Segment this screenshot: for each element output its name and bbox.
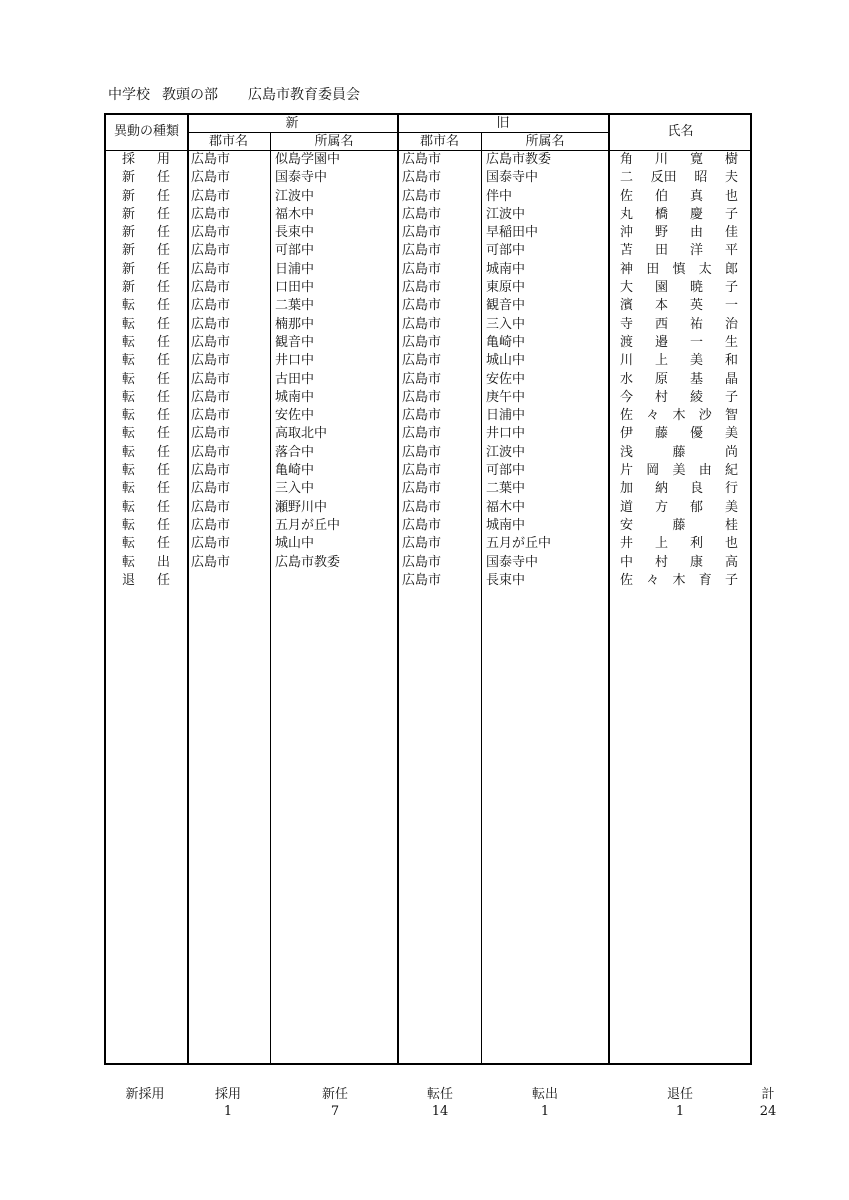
change-type-cell: 新任 [122,243,170,259]
table-row [106,334,750,352]
name-part: 子 [724,280,738,296]
old-city-cell: 広島市 [402,499,442,515]
old-city-cell: 広島市 [402,243,442,259]
table-row [106,389,750,407]
name-part: 佐 [620,572,634,588]
table-row [106,444,750,462]
old-school-cell: 江波中 [486,444,526,460]
new-city-cell: 広島市 [191,316,231,332]
person-name-cell [620,535,738,553]
name-part: 本 [654,298,668,314]
change-type-cell: 転任 [122,389,170,405]
name-part: 野 [654,225,668,241]
person-name-cell [620,517,738,535]
name-part: 苫 [620,243,634,259]
name-part: 真 [689,188,703,204]
summary-item [295,1086,375,1120]
old-city-cell: 広島市 [402,554,442,570]
name-part: 佐 [620,188,634,204]
summary-value: 24 [759,1104,777,1119]
name-part: 岡 [646,463,660,479]
new-school-cell: 瀬野川中 [275,499,328,515]
new-city-cell: 広島市 [191,243,231,259]
name-part: 藤 [672,444,686,460]
table-row [106,371,750,389]
person-name-cell [620,389,738,407]
table-row [106,352,750,370]
name-part: 利 [689,536,703,552]
name-part: 郎 [724,261,738,277]
new-city-cell: 広島市 [191,371,231,387]
change-type-cell: 新任 [122,280,170,296]
name-part: 邉 [654,334,668,350]
change-type-cell: 転任 [122,353,170,369]
table-row [106,462,750,480]
name-part: 一 [724,298,738,314]
new-school-cell: 日浦中 [275,261,315,277]
old-school-cell: 国泰寺中 [486,170,539,186]
name-part: 田 [646,261,660,277]
name-part: 沖 [620,225,634,241]
new-school-cell: 似島学園中 [275,152,341,167]
old-school-cell: 広島市教委 [486,152,552,167]
name-part: 基 [689,371,703,387]
new-city-cell: 広島市 [191,353,231,369]
name-part: 木 [672,408,686,424]
summary-item [188,1086,268,1120]
person-name-cell [620,499,738,517]
new-city-cell: 広島市 [191,225,231,241]
old-school-cell: 可部中 [486,243,526,259]
name-part: 水 [620,371,634,387]
name-part: 川 [620,353,634,369]
old-school-cell: 井口中 [486,426,526,442]
new-city-cell: 広島市 [191,517,231,533]
name-part: 浅 [620,444,634,460]
old-city-cell: 広島市 [402,481,442,497]
name-part: 平 [724,243,738,259]
name-part: 方 [654,499,668,515]
name-part: 子 [724,572,738,588]
new-city-cell: 広島市 [191,170,231,186]
old-city-cell: 広島市 [402,572,442,588]
new-school-cell: 観音中 [275,334,315,350]
summary-label: 計 [761,1087,775,1102]
person-name-cell [620,334,738,352]
name-part: 中 [620,554,634,570]
old-school-cell: 伴中 [486,188,513,204]
old-city-cell: 広島市 [402,408,442,424]
old-city-cell: 広島市 [402,334,442,350]
name-part: 安 [620,517,634,533]
table-row [106,297,750,315]
new-city-cell: 広島市 [191,334,231,350]
name-part: 々 [646,408,660,424]
name-part: 美 [672,463,686,479]
table-row [106,316,750,334]
name-part: 慎 [672,261,686,277]
person-name-cell [620,462,738,480]
new-city-cell: 広島市 [191,261,231,277]
name-part: 生 [724,334,738,350]
table-row [106,242,750,260]
old-city-cell: 広島市 [402,188,442,204]
summary-label: 新採用 [125,1087,165,1102]
new-school-cell: 城山中 [275,536,315,552]
table-row [106,224,750,242]
name-part: 木 [672,572,686,588]
summary-value: 1 [675,1104,685,1119]
name-part: 太 [698,261,712,277]
old-city-cell: 広島市 [402,389,442,405]
name-part: 育 [698,572,712,588]
name-part: 村 [654,389,668,405]
old-school-cell: 長束中 [486,572,526,588]
new-school-cell: 二葉中 [275,298,315,314]
name-part: 伊 [620,426,634,442]
new-school-cell: 古田中 [275,371,315,387]
table-row [106,206,750,224]
new-city-cell: 広島市 [191,463,231,479]
old-school-cell: 城山中 [486,353,526,369]
table-row [106,535,750,553]
old-school-cell: 江波中 [486,206,526,222]
table-row [106,554,750,572]
name-part: 行 [724,481,738,497]
name-part: 沙 [698,408,712,424]
change-type-cell: 転任 [122,426,170,442]
new-school-cell: 落合中 [275,444,315,460]
name-part: 神 [620,261,634,277]
name-part: 加 [620,481,634,497]
name-part: 洋 [689,243,703,259]
person-name-cell [620,407,738,425]
change-type-cell: 転任 [122,499,170,515]
name-part: 紀 [724,463,738,479]
summary-label: 採用 [214,1087,241,1102]
name-part: 橋 [654,206,668,222]
table-row [106,188,750,206]
change-type-cell: 新任 [122,261,170,277]
name-part: 寺 [620,316,634,332]
name-part: 祐 [689,316,703,332]
person-name-cell [620,151,738,169]
header-old-school: 所属名 [525,134,565,149]
person-name-cell [620,297,738,315]
name-part: 村 [654,554,668,570]
name-part: 良 [689,481,703,497]
person-name-cell [620,206,738,224]
name-part: 夫 [724,170,738,186]
person-name-cell [620,169,738,187]
summary-item [400,1086,480,1120]
new-school-cell: 亀崎中 [275,463,315,479]
old-school-cell: 安佐中 [486,371,526,387]
new-school-cell: 広島市教委 [275,554,341,570]
name-part: 藤 [672,517,686,533]
person-name-cell [620,316,738,334]
old-city-cell: 広島市 [402,261,442,277]
personnel-table [104,113,752,1065]
summary-value: 1 [223,1104,233,1119]
new-city-cell: 広島市 [191,408,231,424]
name-part: 美 [689,353,703,369]
name-part: 上 [654,536,668,552]
name-part: 由 [689,225,703,241]
old-city-cell: 広島市 [402,316,442,332]
change-type-cell: 転任 [122,334,170,350]
table-row [106,169,750,187]
name-part: 寛 [689,152,703,167]
name-part: 二 [620,170,634,186]
name-part: 々 [646,572,660,588]
change-type-cell: 新任 [122,225,170,241]
old-city-cell: 広島市 [402,152,442,167]
header-section: 教頭の部 [162,87,218,103]
table-row [106,517,750,535]
old-school-cell: 城南中 [486,261,526,277]
new-school-cell: 可部中 [275,243,315,259]
new-city-cell: 広島市 [191,554,231,570]
change-type-cell: 転任 [122,517,170,533]
old-city-cell: 広島市 [402,444,442,460]
name-part: 佳 [724,225,738,241]
old-school-cell: 五月が丘中 [486,536,552,552]
header-new-city: 郡市名 [208,134,248,149]
name-part: 一 [689,334,703,350]
summary-item [640,1086,720,1120]
name-part: 康 [689,554,703,570]
new-city-cell: 広島市 [191,389,231,405]
old-school-cell: 三入中 [486,316,526,332]
summary-label: 退任 [666,1087,693,1102]
new-city-cell: 広島市 [191,280,231,296]
new-school-cell: 高取北中 [275,426,328,442]
name-part: 大 [620,280,634,296]
person-name-cell [620,425,738,443]
new-city-cell: 広島市 [191,298,231,314]
old-school-cell: 亀崎中 [486,334,526,350]
name-part: 反田 [650,170,677,186]
person-name-cell [620,352,738,370]
name-part: 子 [724,206,738,222]
name-part: 高 [724,554,738,570]
change-type-cell: 転任 [122,536,170,552]
change-type-cell: 転任 [122,316,170,332]
new-school-cell: 井口中 [275,353,315,369]
old-school-cell: 東原中 [486,280,526,296]
name-part: 綾 [689,389,703,405]
name-part: 暁 [689,280,703,296]
summary-label: 転出 [531,1087,558,1102]
name-part: 園 [654,280,668,296]
old-city-cell: 広島市 [402,225,442,241]
name-part: 尚 [724,444,738,460]
old-city-cell: 広島市 [402,426,442,442]
summary-item [728,1086,808,1120]
header-organization: 広島市教育委員会 [248,87,360,103]
change-type-cell: 転任 [122,298,170,314]
old-city-cell: 広島市 [402,371,442,387]
name-part: 角 [620,152,634,167]
old-school-cell: 二葉中 [486,481,526,497]
document-header [108,84,360,104]
summary-item [505,1086,585,1120]
old-school-cell: 早稲田中 [486,225,539,241]
name-part: 子 [724,389,738,405]
old-city-cell: 広島市 [402,463,442,479]
name-part: 樹 [724,152,738,167]
new-city-cell: 広島市 [191,206,231,222]
name-part: 和 [724,353,738,369]
change-type-cell: 新任 [122,206,170,222]
person-name-cell [620,279,738,297]
old-city-cell: 広島市 [402,206,442,222]
table-row [106,480,750,498]
change-type-cell: 転任 [122,463,170,479]
name-part: 渡 [620,334,634,350]
summary-label: 新任 [321,1087,348,1102]
table-row [106,425,750,443]
old-city-cell: 広島市 [402,298,442,314]
change-type-cell: 転任 [122,408,170,424]
name-part: 桂 [724,517,738,533]
new-city-cell: 広島市 [191,499,231,515]
person-name-cell [620,224,738,242]
name-part: 晶 [724,371,738,387]
old-school-cell: 福木中 [486,499,526,515]
table-row [106,261,750,279]
header-school-level: 中学校 [108,87,150,103]
table-row [106,499,750,517]
name-part: 佐 [620,408,634,424]
name-part: 藤 [654,426,668,442]
header-new: 新 [285,116,299,131]
change-type-cell: 転任 [122,481,170,497]
name-part: 今 [620,389,634,405]
old-school-cell: 可部中 [486,463,526,479]
name-part: 昭 [694,170,708,186]
table-body [106,151,750,590]
new-city-cell: 広島市 [191,426,231,442]
table-row [106,407,750,425]
header-new-school: 所属名 [314,134,354,149]
old-city-cell: 広島市 [402,353,442,369]
header-change-type: 異動の種類 [113,124,179,139]
name-part: 濱 [620,298,634,314]
summary-item [105,1086,185,1103]
old-school-cell: 庚午中 [486,389,526,405]
name-part: 也 [724,536,738,552]
table-row [106,572,750,590]
person-name-cell [620,371,738,389]
old-school-cell: 国泰寺中 [486,554,539,570]
person-name-cell [620,554,738,572]
new-city-cell: 広島市 [191,444,231,460]
new-school-cell: 江波中 [275,188,315,204]
person-name-cell [620,188,738,206]
new-city-cell: 広島市 [191,481,231,497]
summary-label: 転任 [426,1087,453,1102]
change-type-cell: 転任 [122,444,170,460]
new-school-cell: 城南中 [275,389,315,405]
change-type-cell: 採用 [122,152,170,167]
name-part: 美 [724,426,738,442]
name-part: 優 [689,426,703,442]
old-city-cell: 広島市 [402,170,442,186]
name-part: 美 [724,499,738,515]
old-school-cell: 日浦中 [486,408,526,424]
table-row [106,279,750,297]
person-name-cell [620,572,738,590]
old-school-cell: 城南中 [486,517,526,533]
old-city-cell: 広島市 [402,280,442,296]
name-part: 丸 [620,206,634,222]
name-part: 治 [724,316,738,332]
person-name-cell [620,480,738,498]
change-type-cell: 転出 [122,554,170,570]
new-city-cell: 広島市 [191,188,231,204]
name-part: 川 [654,152,668,167]
name-part: 井 [620,536,634,552]
name-part: 由 [698,463,712,479]
name-part: 道 [620,499,634,515]
person-name-cell [620,261,738,279]
person-name-cell [620,242,738,260]
new-school-cell: 長束中 [275,225,315,241]
header-old-city: 郡市名 [419,134,459,149]
change-type-cell: 退任 [122,572,170,588]
table-row [106,151,750,169]
summary-value: 1 [540,1104,550,1119]
name-part: 智 [724,408,738,424]
new-school-cell: 楠那中 [275,316,315,332]
new-school-cell: 国泰寺中 [275,170,328,186]
new-school-cell: 三入中 [275,481,315,497]
header-old: 旧 [496,116,510,131]
person-name-cell [620,444,738,462]
summary-value: 14 [431,1104,449,1119]
change-type-cell: 新任 [122,188,170,204]
name-part: 慶 [689,206,703,222]
new-school-cell: 五月が丘中 [275,517,341,533]
name-part: 英 [689,298,703,314]
old-city-cell: 広島市 [402,517,442,533]
name-part: 納 [654,481,668,497]
header-name: 氏名 [667,124,694,139]
old-city-cell: 広島市 [402,536,442,552]
name-part: 片 [620,463,634,479]
new-school-cell: 口田中 [275,280,315,296]
name-part: 也 [724,188,738,204]
new-school-cell: 福木中 [275,206,315,222]
name-part: 原 [654,371,668,387]
name-part: 伯 [654,188,668,204]
name-part: 郁 [689,499,703,515]
name-part: 上 [654,353,668,369]
new-city-cell: 広島市 [191,152,231,167]
change-type-cell: 新任 [122,170,170,186]
change-type-cell: 転任 [122,371,170,387]
summary-value: 7 [330,1104,340,1119]
new-school-cell: 安佐中 [275,408,315,424]
new-city-cell: 広島市 [191,536,231,552]
name-part: 田 [654,243,668,259]
name-part: 西 [654,316,668,332]
old-school-cell: 観音中 [486,298,526,314]
